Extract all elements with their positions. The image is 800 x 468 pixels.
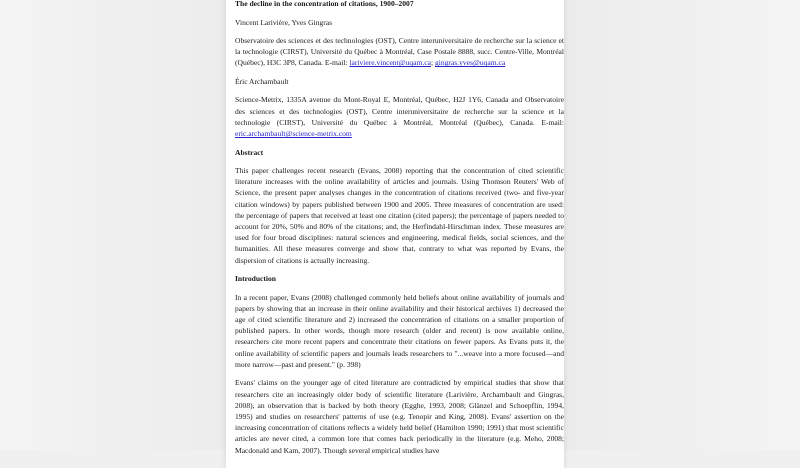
- email-link-gingras[interactable]: gingras.yves@uqam.ca: [434, 58, 506, 68]
- affiliation-1: [235, 35, 564, 69]
- affiliation-2-text: Science-Metrix, 1335A avenue du Mont-Royal E, Montréal, Québec, H2J 1Y6, Canada and Observatoire des sciences et des technologies (OST), Centre interuniversitaire de recherche sur la science et la technologie (CIRST), Université du Québec à Montréal, Montréal (Québec), Canada. E-mail:: [235, 95, 564, 127]
- background-right: [564, 0, 800, 450]
- author-line-1: Vincent Larivière, Yves Gingras: [235, 17, 333, 27]
- document-page: [226, 0, 564, 468]
- abstract-paragraph: This paper challenges recent research (Evans, 2008) reporting that the concentration of cited scientific literature increases with the online availability of articles and journals. Using Thomson Reuters' Web of Science, the present paper analyses changes in the concentration of citations received (two- and five-year citation windows) by papers published between 1900 and 2005. Three measures of concentration are used: the percentage of papers that received at least one citation (cited papers); the percentage of papers needed to account for 20%, 50% and 80% of the citations; and, the Herfindahl-Hirschman index. These measures are used for four broad disciplines: natural sciences and engineering, medical fields, social sciences, and the humanities. All these measures converge and show that, contrary to what was reported by Evans, the dispersion of citations is actually increasing.: [235, 166, 564, 265]
- paper-title: The decline in the concentration of citations, 1900–2007: [235, 0, 414, 8]
- background-left: [0, 0, 226, 450]
- introduction-heading: Introduction: [235, 274, 276, 284]
- email-link-archambault[interactable]: eric.archambault@science-metrix.com: [235, 129, 352, 139]
- email-separator: ;: [430, 58, 435, 68]
- affiliation-2: [235, 94, 564, 139]
- author-line-2: Éric Archambault: [235, 76, 289, 86]
- introduction-paragraph-2: Evans' claims on the younger age of cited literature are contradicted by empirical studies that show that researchers cite an increasingly older body of scientific literature (Larivière, Archambault and Gingras, 2008), an observation that is backed by both theory (Egghe, 1993, 2008; Glänzel and Schoepflin, 1994, 1995) and studies on researchers' patterns of use (e.g. Tenopir and King, 2008). Evans' assertion on the increasing concentration of citations reflects a widely held belief (Hamilton 1990; 1991) that most scientific articles are never cited, a common lore that comes back periodically in the literature (e.g. Meho, 2008; Macdonald and Kam, 2007). Though several empirical studies have: [235, 378, 564, 455]
- email-link-lariviere[interactable]: lariviere.vincent@uqam.ca: [349, 58, 431, 68]
- abstract-heading: Abstract: [235, 147, 264, 157]
- introduction-paragraph-1: In a recent paper, Evans (2008) challenged commonly held beliefs about online availability of journals and papers by showing that an increase in their online availability and their historical archives 1) decreased the age of cited scientific literature and 2) increased the concentration of citations on a smaller proportion of published papers. In other words, though more research (older and recent) is now available online, researchers cite more recent papers and concentrate their citations on fewer papers. As Evans puts it, the online availability of scientific papers and journals leads researchers to "...weave into a more focused—and more narrow—past and present." (p. 398): [235, 292, 564, 369]
- page-content: [226, 0, 564, 456]
- affiliation-1-text: Observatoire des sciences et des technologies (OST), Centre interuniversitaire de recherche sur la science et la technologie (CIRST), Université du Québec à Montréal, Case Postale 8888, succ. Centre-Ville, Montréal (Québec), H3C 3P8, Canada. E-mail:: [235, 36, 564, 68]
